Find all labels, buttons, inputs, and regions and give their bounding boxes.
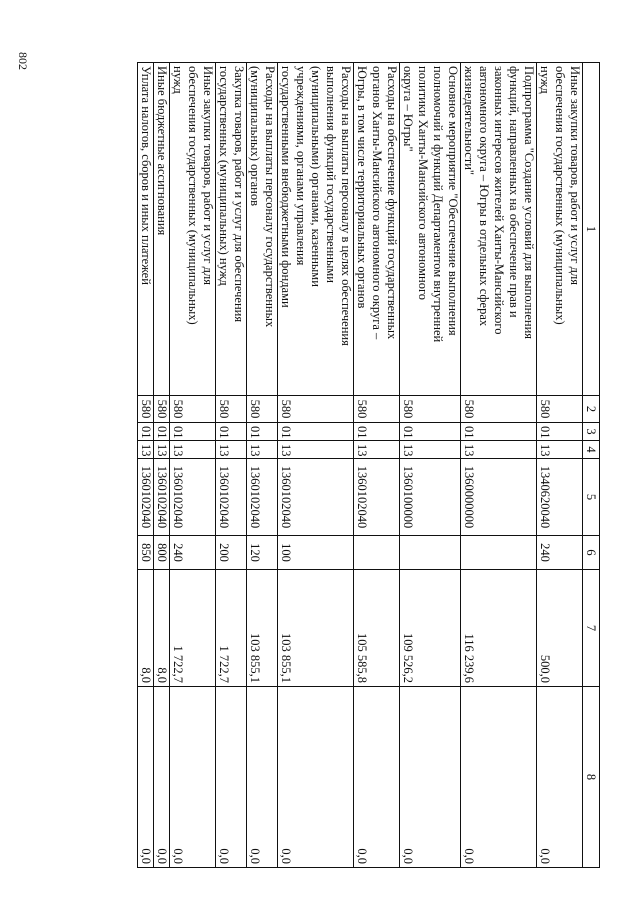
row-code-section: 01 [247,423,278,441]
header-col-2: 2 [583,396,600,423]
row-target-code: 1360102040 [354,459,400,536]
table-row [461,63,537,868]
row-amount: 109 526,2 [400,570,461,687]
row-code-subsection: 13 [138,441,154,459]
row-amount-2: 0,0 [278,687,354,868]
row-expense-type [354,536,400,570]
row-code-subsection: 13 [170,441,216,459]
row-code-ministry: 580 [537,396,583,423]
row-amount: 103 855,1 [247,570,278,687]
row-code-section: 01 [154,423,170,441]
row-code-ministry: 580 [154,396,170,423]
row-name: Расходы на выплаты персоналу в целях обеспечения выполнения функций государственными (муниципальными) органами, казенными учреждениями, органами управления государственными внебюджетными фондами [278,63,354,396]
row-amount-2: 0,0 [354,687,400,868]
header-col-7: 7 [583,570,600,687]
row-code-subsection: 13 [216,441,247,459]
row-amount-2: 0,0 [247,687,278,868]
header-row [583,63,600,868]
row-expense-type: 120 [247,536,278,570]
row-target-code: 1360000000 [461,459,537,536]
row-amount-2: 0,0 [400,687,461,868]
header-col-5: 5 [583,459,600,536]
row-code-subsection: 13 [278,441,354,459]
row-amount: 8,0 [138,570,154,687]
header-col-4: 4 [583,441,600,459]
row-name: Подпрограмма "Создание условий для выполнения функций, направленных на обеспечение прав и законных интересов жителей Ханты-Мансийского автономного округа – Югры в отдельных сферах жизнедеятельности" [461,63,537,396]
row-amount-2: 0,0 [216,687,247,868]
table-row [154,63,170,868]
row-expense-type: 240 [170,536,216,570]
row-code-ministry: 580 [138,396,154,423]
row-expense-type [400,536,461,570]
table-row [247,63,278,868]
header-col-6: 6 [583,536,600,570]
row-code-section: 01 [216,423,247,441]
row-amount: 1 722,7 [216,570,247,687]
row-target-code: 1360100000 [400,459,461,536]
budget-table [137,62,600,868]
row-code-ministry: 580 [400,396,461,423]
row-name: Расходы на обеспечение функций государственных органов Ханты-Мансийского автономного округа – Югры, в том числе территориальных органов [354,63,400,396]
row-amount: 105 585,8 [354,570,400,687]
row-expense-type: 850 [138,536,154,570]
row-code-subsection: 13 [354,441,400,459]
row-expense-type: 800 [154,536,170,570]
row-code-ministry: 580 [170,396,216,423]
row-amount-2: 0,0 [461,687,537,868]
row-code-section: 01 [278,423,354,441]
row-code-ministry: 580 [247,396,278,423]
row-target-code: 1360102040 [170,459,216,536]
row-code-section: 01 [461,423,537,441]
row-expense-type: 100 [278,536,354,570]
row-expense-type [461,536,537,570]
row-code-section: 01 [537,423,583,441]
row-target-code: 1360102040 [216,459,247,536]
row-code-subsection: 13 [154,441,170,459]
row-name: Расходы на выплаты персоналу государственных (муниципальных) органов [247,63,278,396]
row-code-ministry: 580 [278,396,354,423]
row-code-section: 01 [400,423,461,441]
row-amount: 8,0 [154,570,170,687]
row-code-ministry: 580 [216,396,247,423]
row-expense-type: 240 [537,536,583,570]
row-amount: 116 239,6 [461,570,537,687]
row-amount-2: 0,0 [138,687,154,868]
row-name: Иные бюджетные ассигнования [154,63,170,396]
row-target-code: 1360102040 [247,459,278,536]
row-code-subsection: 13 [537,441,583,459]
row-amount: 500,0 [537,570,583,687]
header-col-3: 3 [583,423,600,441]
header-col-1: 1 [583,63,600,396]
row-code-subsection: 13 [247,441,278,459]
row-target-code: 1360102040 [154,459,170,536]
row-target-code: 1360102040 [278,459,354,536]
row-code-subsection: 13 [400,441,461,459]
row-amount-2: 0,0 [537,687,583,868]
row-code-subsection: 13 [461,441,537,459]
row-name: Иные закупки товаров, работ и услуг для обеспечения государственных (муниципальных) нужд [537,63,583,396]
table-row [278,63,354,868]
row-code-ministry: 580 [461,396,537,423]
row-name: Закупка товаров, работ и услуг для обеспечения государственных (муниципальных) нужд [216,63,247,396]
page-number: 802 [16,52,30,70]
row-code-section: 01 [170,423,216,441]
rotated-page-content [80,62,600,867]
row-name: Основное мероприятие "Обеспечение выполнения полномочий и функций Департаментом внутренней политики Ханты-Мансийского автономного округа – Югры" [400,63,461,396]
row-code-ministry: 580 [354,396,400,423]
row-amount-2: 0,0 [170,687,216,868]
row-amount: 1 722,7 [170,570,216,687]
table-row [537,63,583,868]
row-name: Иные закупки товаров, работ и услуг для обеспечения государственных (муниципальных) нужд [170,63,216,396]
row-expense-type: 200 [216,536,247,570]
table-row [400,63,461,868]
row-amount-2: 0,0 [154,687,170,868]
table-row [354,63,400,868]
row-code-section: 01 [138,423,154,441]
row-amount: 103 855,1 [278,570,354,687]
table-row [170,63,216,868]
row-code-section: 01 [354,423,400,441]
row-target-code: 1360102040 [138,459,154,536]
row-name: Уплата налогов, сборов и иных платежей [138,63,154,396]
table-row [216,63,247,868]
table-row [138,63,154,868]
row-target-code: 1340620040 [537,459,583,536]
header-col-8: 8 [583,687,600,868]
